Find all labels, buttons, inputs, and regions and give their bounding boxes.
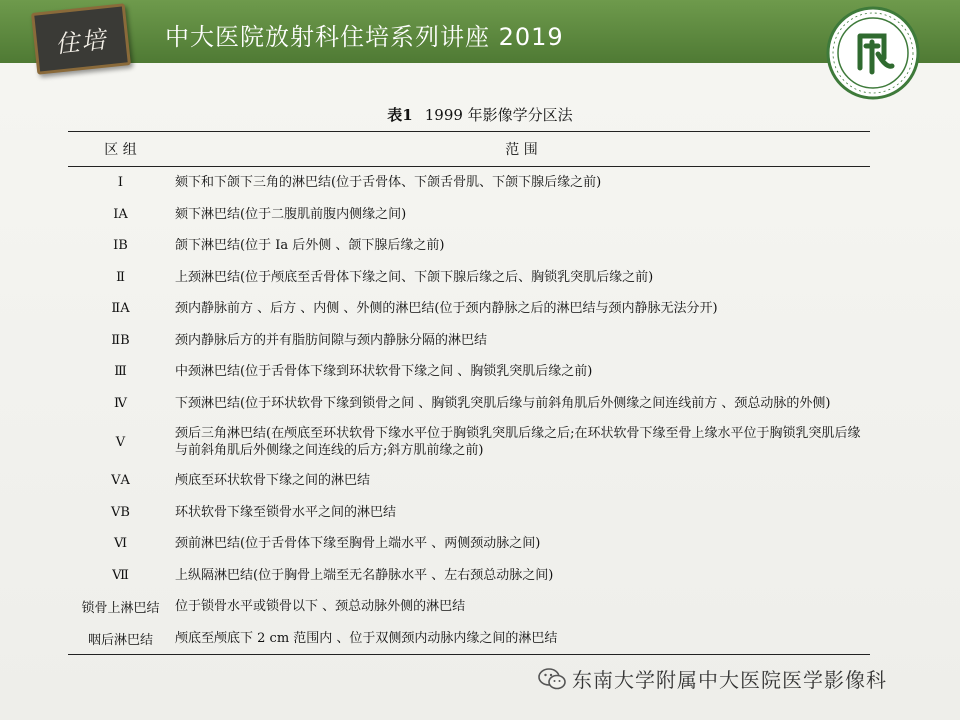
- range-cell: 上纵隔淋巴结(位于胸骨上端至无名静脉水平 、左右颈总动脉之间): [175, 567, 554, 583]
- table-row: [68, 199, 870, 231]
- zone-cell: Ⅴ: [115, 434, 126, 450]
- table-row: [68, 167, 870, 199]
- table-row: [68, 591, 870, 623]
- table-row: [68, 623, 870, 655]
- table-header-row: [68, 132, 870, 167]
- range-cell: 颈内静脉后方的并有脂肪间隙与颈内静脉分隔的淋巴结: [175, 332, 488, 348]
- table-row: [68, 388, 870, 420]
- zone-cell: Ⅲ: [114, 364, 127, 380]
- hospital-seal-logo: [826, 6, 920, 100]
- zone-cell: 咽后淋巴结: [68, 623, 173, 655]
- zone-cell: Ⅰ: [117, 175, 124, 191]
- zone-cell: ⅠA: [113, 206, 128, 222]
- range-cell: 颌下淋巴结(位于 Ⅰa 后外侧 、颌下腺后缘之前): [175, 238, 445, 254]
- range-cell: 下颈淋巴结(位于环状软骨下缘到锁骨之间 、胸锁乳突肌后缘与前斜角肌后外侧缘之间连线前方 、颈总动脉的外侧): [175, 395, 831, 411]
- table-row: [68, 497, 870, 529]
- zone-cell: ⅡA: [111, 301, 130, 317]
- table-caption: [0, 104, 960, 125]
- range-cell: 颅底至颅底下 2 cm 范围内 、位于双侧颈内动脉内缘之间的淋巴结: [173, 623, 870, 655]
- wechat-icon: [538, 667, 566, 691]
- zone-cell: Ⅳ: [114, 395, 127, 411]
- table-row: [68, 560, 870, 592]
- chalkboard-badge: [31, 3, 131, 74]
- zone-cell: ⅡB: [111, 332, 130, 348]
- range-cell: 位于锁骨水平或锁骨以下 、颈总动脉外侧的淋巴结: [175, 599, 466, 615]
- range-cell: 颈内静脉前方 、后方 、内侧 、外侧的淋巴结(位于颈内静脉之后的淋巴结与颈内静脉无法分开): [175, 301, 718, 317]
- wechat-watermark: [538, 664, 887, 693]
- range-cell: 颅底至环状软骨下缘之间的淋巴结: [175, 473, 371, 489]
- range-cell: 颈后三角淋巴结(在颅底至环状软骨下缘水平位于胸锁乳突肌后缘之后;在环状软骨下缘至骨上缘水平位于胸锁乳突肌后缘与前斜角肌后外侧缘之间连线的后方;斜方肌前缘之前): [175, 426, 861, 458]
- zone-cell: Ⅱ: [116, 269, 125, 285]
- table-caption-text: 1999 年影像学分区法: [424, 106, 573, 124]
- table-row: [68, 262, 870, 294]
- range-cell: 中颈淋巴结(位于舌骨体下缘到环状软骨下缘之间 、胸锁乳突肌后缘之前): [175, 364, 593, 380]
- zone-cell: Ⅵ: [113, 536, 128, 552]
- column-header-range: 范 围: [173, 132, 870, 167]
- zone-cell: ⅤA: [111, 473, 130, 489]
- range-cell: 颏下淋巴结(位于二腹肌前腹内侧缘之间): [175, 206, 407, 222]
- table-caption-label: 表1: [387, 106, 413, 124]
- slide-title: 中大医院放射科住培系列讲座 2019: [165, 23, 564, 51]
- column-header-zone: 区 组: [68, 132, 173, 167]
- zone-cell: ⅠB: [113, 238, 128, 254]
- range-cell: 上颈淋巴结(位于颅底至舌骨体下缘之间、下颌下腺后缘之后、胸锁乳突肌后缘之前): [175, 269, 654, 285]
- table-row: [68, 528, 870, 560]
- lymph-node-zone-table: [68, 131, 870, 655]
- table-row: [68, 356, 870, 388]
- table-row: [68, 465, 870, 497]
- watermark-text: 东南大学附属中大医院医学影像科: [572, 668, 887, 692]
- range-cell: 环状软骨下缘至锁骨水平之间的淋巴结: [175, 504, 397, 520]
- zone-cell: Ⅶ: [112, 567, 129, 583]
- badge-text: 住培: [53, 24, 109, 59]
- range-cell: 颈前淋巴结(位于舌骨体下缘至胸骨上端水平 、两侧颈动脉之间): [175, 536, 541, 552]
- table-row: [68, 419, 870, 465]
- zone-cell: 锁骨上淋巴结: [81, 601, 160, 617]
- range-cell: 颏下和下颌下三角的淋巴结(位于舌骨体、下颌舌骨肌、下颌下腺后缘之前): [175, 175, 602, 191]
- table-row: [68, 293, 870, 325]
- table-row: [68, 230, 870, 262]
- table-row: [68, 325, 870, 357]
- zone-cell: ⅤB: [111, 504, 130, 520]
